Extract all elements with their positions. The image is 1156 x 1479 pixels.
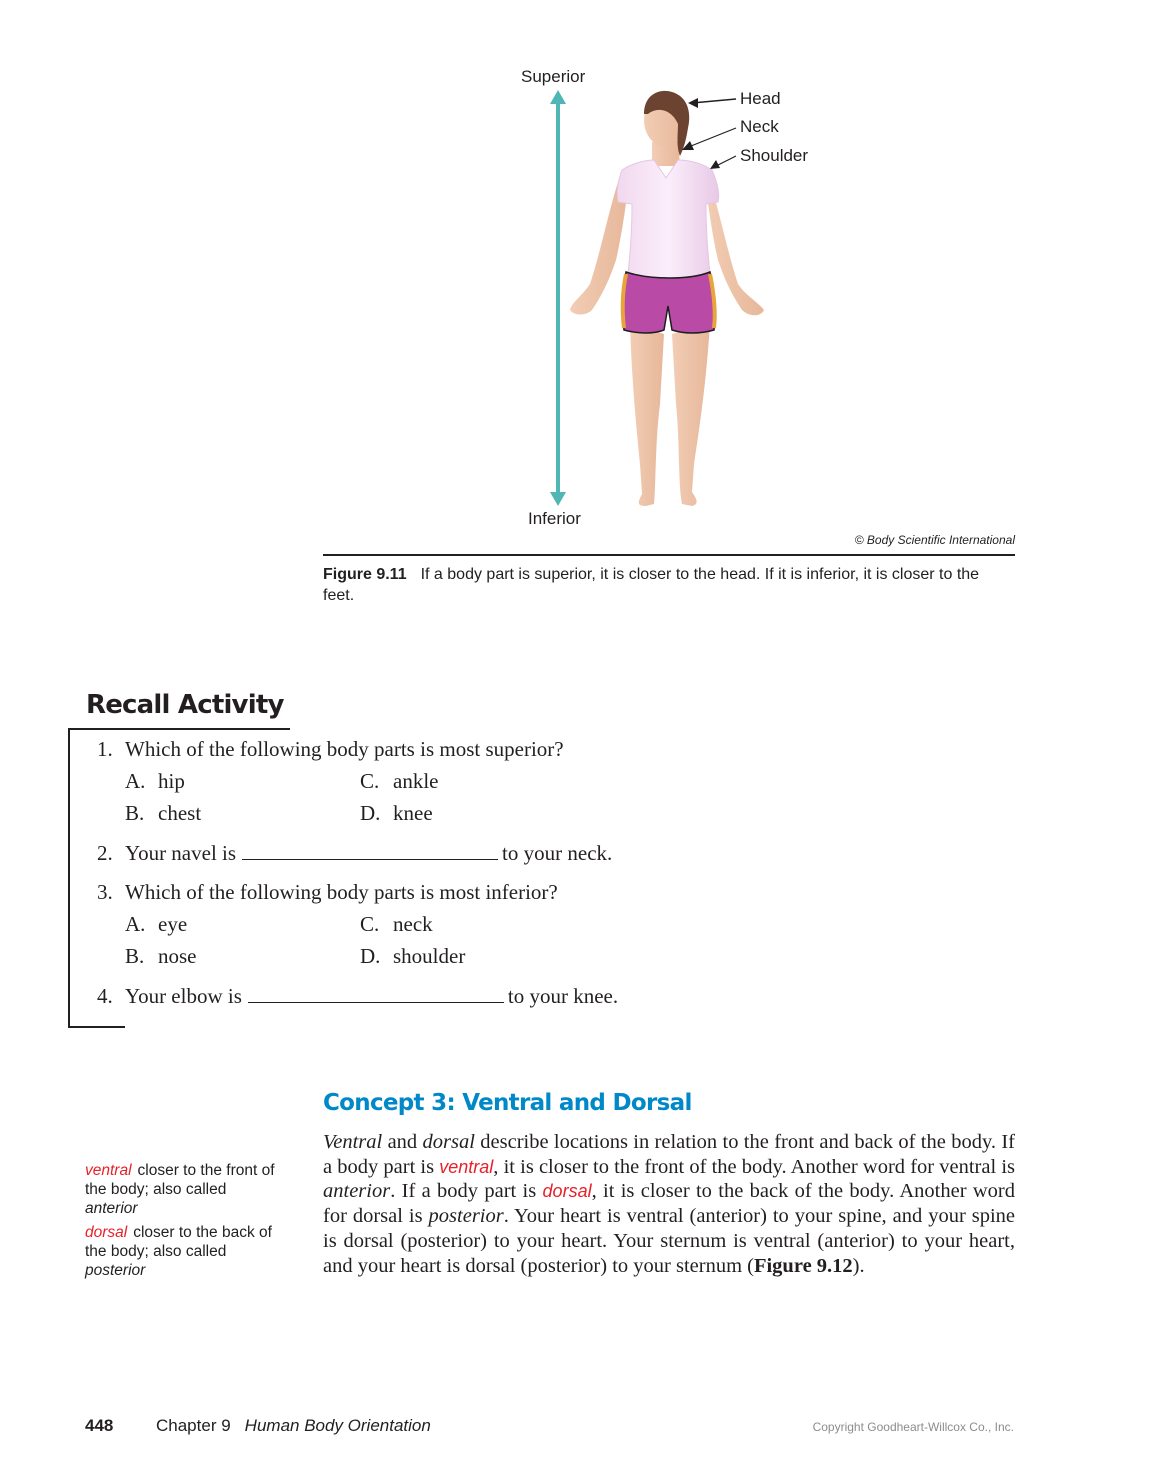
option-letter: D. bbox=[360, 801, 381, 825]
glossary-definition: closer to the back of the body; also called bbox=[85, 1224, 272, 1260]
question-number: 4. bbox=[97, 984, 113, 1008]
question-2 bbox=[97, 841, 612, 866]
option-text: shoulder bbox=[393, 944, 466, 968]
option-text: ankle bbox=[393, 769, 439, 793]
italic-term: posterior bbox=[428, 1205, 504, 1228]
question-number: 3. bbox=[97, 880, 113, 904]
shoulder-leader-line bbox=[716, 156, 736, 166]
italic-term: anterior bbox=[323, 1180, 391, 1203]
text-run: . If a body part is bbox=[390, 1180, 543, 1203]
copyright-notice: Copyright Goodheart-Willcox Co., Inc. bbox=[812, 1420, 1014, 1434]
glossary-term: ventral bbox=[85, 1162, 132, 1179]
option-letter: A. bbox=[125, 769, 146, 793]
figure-caption-text: If a body part is superior, it is closer to the head. If it is inferior, it is closer to the feet. bbox=[323, 566, 980, 604]
chapter-running-head bbox=[156, 1416, 431, 1436]
figure-caption-rule bbox=[323, 554, 1015, 556]
question-text-after: to your knee. bbox=[507, 984, 619, 1008]
glossary-entry-ventral bbox=[85, 1161, 285, 1218]
figure-credit: © Body Scientific International bbox=[854, 533, 1015, 547]
question-4 bbox=[97, 984, 618, 1009]
neck-leader-line bbox=[686, 128, 736, 148]
option-text: knee bbox=[393, 801, 433, 825]
right-leg bbox=[672, 324, 710, 506]
glossary-definition: closer to the front of the body; also called bbox=[85, 1162, 275, 1198]
question-1 bbox=[97, 737, 564, 762]
figure-reference-link[interactable]: Figure 9.12 bbox=[753, 1254, 853, 1277]
glossary-entry-dorsal bbox=[85, 1223, 285, 1280]
shorts bbox=[623, 272, 715, 333]
option-text: chest bbox=[158, 801, 202, 825]
page-number: 448 bbox=[85, 1416, 114, 1435]
text-run: describe locations in relation to the front and back of the body. If a body part is bbox=[323, 1131, 1015, 1178]
label-neck: Neck bbox=[740, 117, 779, 136]
question-3-option-a[interactable] bbox=[125, 912, 187, 937]
chapter-title: Human Body Orientation bbox=[244, 1416, 431, 1435]
question-1-option-a[interactable] bbox=[125, 769, 185, 794]
text-run: ). bbox=[852, 1254, 865, 1277]
option-letter: B. bbox=[125, 801, 145, 825]
question-1-option-d[interactable] bbox=[360, 801, 433, 826]
question-number: 1. bbox=[97, 737, 113, 761]
recall-box-border-bottom bbox=[68, 1026, 125, 1028]
option-letter: D. bbox=[360, 944, 381, 968]
text-run: , it is closer to the back of the body. Another word for dorsal is bbox=[323, 1180, 1016, 1228]
axis-label-inferior: Inferior bbox=[528, 509, 581, 528]
question-text: Which of the following body parts is most superior? bbox=[125, 737, 564, 761]
head-leader-line bbox=[692, 99, 736, 103]
figure-number: Figure 9.11 bbox=[323, 566, 407, 583]
italic-term: Ventral bbox=[323, 1131, 383, 1153]
question-text: Which of the following body parts is most inferior? bbox=[125, 880, 558, 904]
concept-heading: Concept 3: Ventral and Dorsal bbox=[323, 1090, 692, 1116]
label-head: Head bbox=[740, 89, 781, 108]
option-text: hip bbox=[158, 769, 185, 793]
key-term-dorsal[interactable]: dorsal bbox=[542, 1181, 592, 1202]
question-3 bbox=[97, 880, 558, 905]
question-text-before: Your navel is bbox=[125, 841, 237, 865]
glossary-alt-term: anterior bbox=[85, 1200, 138, 1217]
text-run: , it is closer to the front of the body. Another word for ventral is bbox=[493, 1155, 1015, 1178]
option-text: neck bbox=[393, 912, 433, 936]
figure-caption bbox=[323, 564, 1013, 606]
question-1-option-c[interactable] bbox=[360, 769, 438, 794]
option-text: eye bbox=[158, 912, 188, 936]
head-arrowhead bbox=[688, 98, 698, 108]
question-3-option-d[interactable] bbox=[360, 944, 465, 969]
option-letter: C. bbox=[360, 912, 380, 936]
recall-activity-title: Recall Activity bbox=[86, 690, 284, 720]
recall-box-border-top bbox=[68, 728, 290, 730]
recall-box-border-left bbox=[68, 728, 70, 1028]
option-letter: C. bbox=[360, 769, 380, 793]
glossary-alt-term: posterior bbox=[85, 1262, 146, 1279]
question-text-after: to your neck. bbox=[502, 841, 613, 865]
concept-paragraph bbox=[323, 1130, 1015, 1278]
answer-blank[interactable] bbox=[248, 984, 504, 1003]
option-text: nose bbox=[158, 944, 197, 968]
question-number: 2. bbox=[97, 841, 113, 865]
t-shirt bbox=[617, 160, 719, 279]
chapter-number: Chapter 9 bbox=[156, 1416, 231, 1435]
label-shoulder: Shoulder bbox=[740, 146, 809, 165]
option-letter: A. bbox=[125, 912, 146, 936]
answer-blank[interactable] bbox=[242, 841, 498, 860]
left-leg bbox=[630, 324, 664, 506]
question-3-option-b[interactable] bbox=[125, 944, 197, 969]
italic-term: dorsal bbox=[422, 1131, 475, 1153]
text-run: and bbox=[382, 1131, 423, 1153]
text-run: . Your heart is ventral (anterior) to your spine, and your spine is dorsal (posterior) to your heart. Your sternum is ventral (anterior) to your heart, and your heart is dorsal (posterior) to your sternum ( bbox=[323, 1205, 1015, 1277]
key-term-ventral[interactable]: ventral bbox=[439, 1156, 494, 1177]
part-leader-lines bbox=[680, 90, 740, 170]
axis-label-superior: Superior bbox=[521, 67, 586, 86]
glossary-term: dorsal bbox=[85, 1224, 128, 1241]
question-3-option-c[interactable] bbox=[360, 912, 433, 937]
question-text-before: Your elbow is bbox=[125, 984, 242, 1008]
option-letter: B. bbox=[125, 944, 145, 968]
question-1-option-b[interactable] bbox=[125, 801, 201, 826]
